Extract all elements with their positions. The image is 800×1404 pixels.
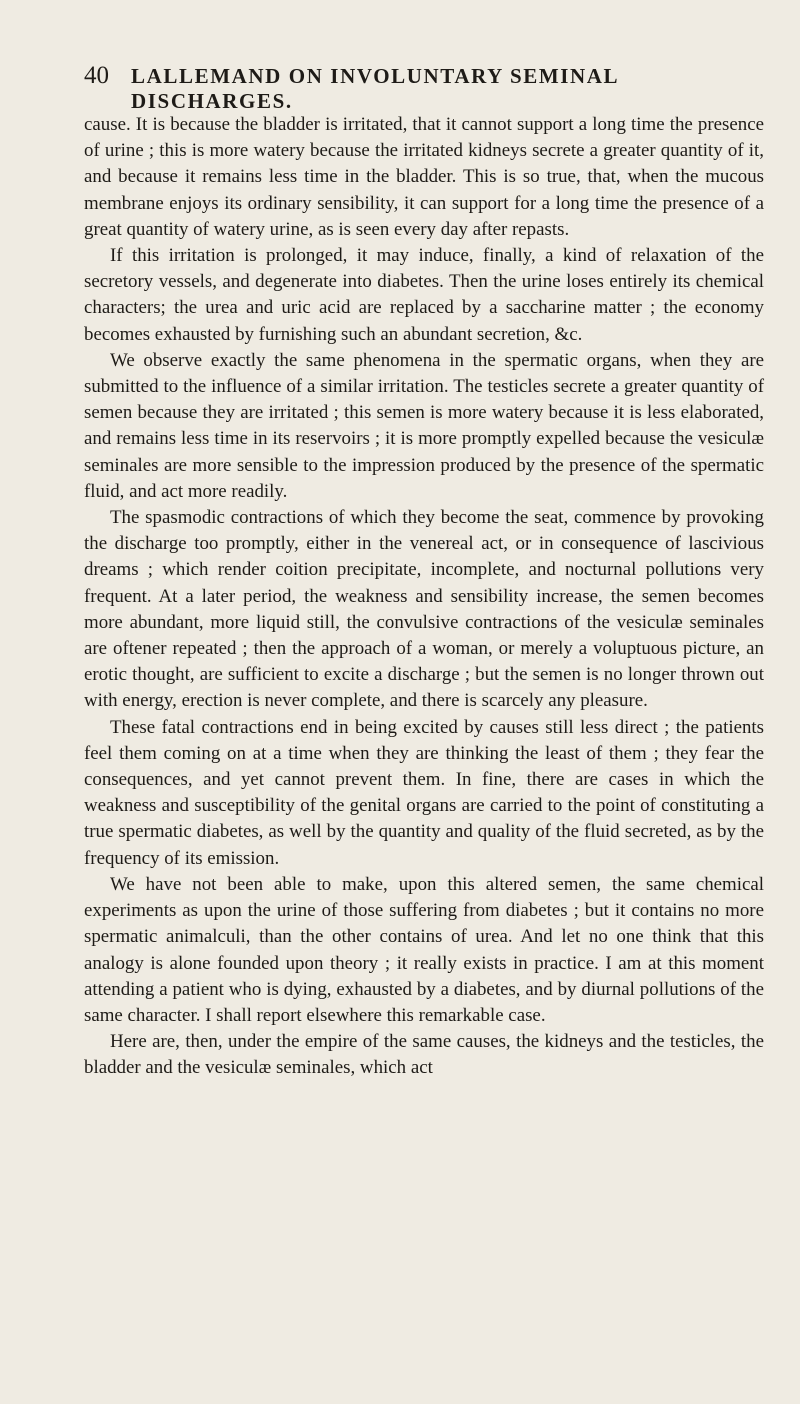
paragraph: Here are, then, under the empire of the same causes, the kidneys and the testicles, the bladder and the vesiculæ seminales, which act	[84, 1031, 764, 1079]
page-number: 40	[84, 62, 109, 89]
paragraph: cause. It is because the bladder is irritated, that it cannot support a long time the presence of urine ; this is more watery because the irritated kidneys secrete a greater quantity of it, and because it remains less time in the bladder. This is so true, that, when the mucous membrane enjoys its ordinary sensibility, it can support for a long time the presence of a great quantity of watery urine, as is seen every day after repasts.	[84, 114, 764, 240]
body-text	[84, 112, 764, 1082]
paragraph: The spasmodic contractions of which they become the seat, commence by provoking the discharge too promptly, either in the venereal act, or in consequence of lascivious dreams ; which render coition precipitate, incomplete, and nocturnal pollutions very frequent. At a later period, the weakness and sensibility increase, the semen becomes more abundant, more liquid still, the convulsive contractions of the vesiculæ seminales are oftener repeated ; then the approach of a woman, or merely a voluptuous picture, an erotic thought, are sufficient to excite a discharge ; but the semen is no longer thrown out with energy, erection is never complete, and there is scarcely any pleasure.	[84, 507, 764, 712]
paragraph: We observe exactly the same phenomena in the spermatic organs, when they are submitted to the influence of a similar irritation. The testicles secrete a greater quantity of semen because they are irritated ; this semen is more watery because it is less elaborated, and remains less time in its reservoirs ; it is more promptly expelled because the vesiculæ seminales are more sensible to the impression produced by the presence of the spermatic fluid, and act more readily.	[84, 349, 764, 502]
paragraph: If this irritation is prolonged, it may induce, finally, a kind of relaxation of the secretory vessels, and degenerate into diabetes. Then the urine loses entirely its chemical characters; the urea and uric acid are replaced by a saccharine matter ; the economy becomes exhausted by furnishing such an abundant secretion, &c.	[84, 245, 764, 345]
page-header	[84, 62, 760, 114]
paragraph: We have not been able to make, upon this altered semen, the same chemical experiments as upon the urine of those suffering from diabetes ; but it contains no more spermatic animalculi, than the other contains of urea. And let no one think that this analogy is alone founded upon theory ; it really exists in practice. I am at this moment attending a patient who is dying, exhausted by a diabetes, and by diurnal pollutions of the same character. I shall report elsewhere this remarkable case.	[84, 873, 764, 1026]
paragraph: These fatal contractions end in being excited by causes still less direct ; the patients feel them coming on at a time when they are thinking the least of them ; they fear the consequences, and yet cannot prevent them. In fine, there are cases in which the weakness and susceptibility of the genital organs are carried to the point of constituting a true spermatic diabetes, as well by the quantity and quality of the fluid secreted, as by the frequency of its emission.	[84, 716, 764, 869]
running-head: LALLEMAND ON INVOLUNTARY SEMINAL DISCHARGES.	[131, 64, 619, 113]
